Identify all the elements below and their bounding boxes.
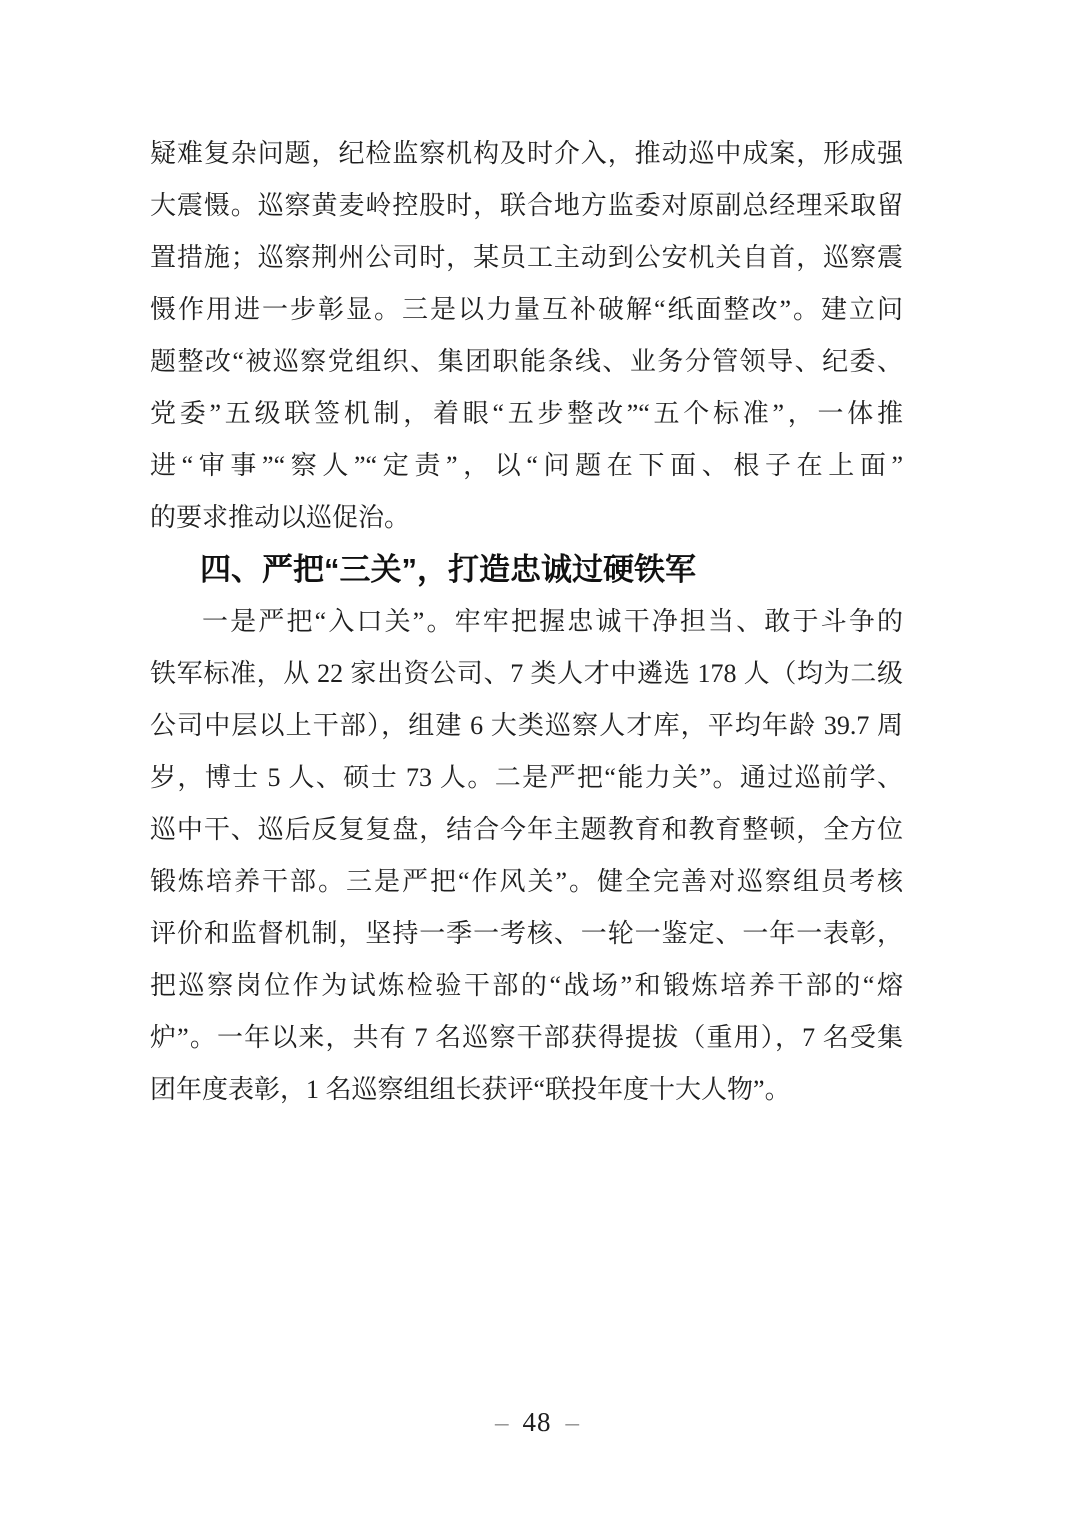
text-line: 大震慑。巡察黄麦岭控股时，联合地方监委对原副总经理采取留 bbox=[150, 191, 903, 220]
page-footer bbox=[0, 1402, 1074, 1442]
text-line: 炉”。一年以来，共有 7 名巡察干部获得提拔（重用），7 名受集 bbox=[150, 1023, 903, 1052]
text-line: 进“审事”“察人”“定责”，以“问题在下面、根子在上面” bbox=[150, 451, 903, 480]
text-line: 锻炼培养干部。三是严把“作风关”。健全完善对巡察组员考核 bbox=[150, 867, 903, 896]
text-line: 党委”五级联签机制，着眼“五步整改”“五个标准”，一体推 bbox=[150, 399, 903, 428]
page-number: 48 bbox=[522, 1407, 552, 1437]
text-line: 题整改“被巡察党组织、集团职能条线、业务分管领导、纪委、 bbox=[150, 347, 903, 376]
text-line: 把巡察岗位作为试炼检验干部的“战场”和锻炼培养干部的“熔 bbox=[150, 971, 903, 1000]
text-line: 置措施；巡察荆州公司时，某员工主动到公安机关自首，巡察震 bbox=[150, 243, 903, 272]
page-body bbox=[150, 128, 903, 1116]
text-line: 的要求推动以巡促治。 bbox=[150, 503, 411, 532]
text-line: 评价和监督机制，坚持一季一考核、一轮一鉴定、一年一表彰， bbox=[150, 919, 903, 948]
text-line: 疑难复杂问题，纪检监察机构及时介入，推动巡中成案，形成强 bbox=[150, 139, 903, 168]
paragraph-continuation bbox=[150, 128, 903, 544]
text-line: 慑作用进一步彰显。三是以力量互补破解“纸面整改”。建立问 bbox=[150, 295, 903, 324]
text-line: 岁，博士 5 人、硕士 73 人。二是严把“能力关”。通过巡前学、 bbox=[150, 763, 903, 792]
page-number-dash-left: – bbox=[495, 1407, 509, 1437]
page-number-dash-right: – bbox=[565, 1407, 579, 1437]
text-line: 公司中层以上干部），组建 6 大类巡察人才库，平均年龄 39.7 周 bbox=[150, 711, 903, 740]
text-line: 铁军标准，从 22 家出资公司、7 类人才中遴选 178 人（均为二级 bbox=[150, 659, 903, 688]
text-line: 巡中干、巡后反复复盘，结合今年主题教育和教育整顿，全方位 bbox=[150, 815, 903, 844]
text-line: 团年度表彰，1 名巡察组组长获评“联投年度十大人物”。 bbox=[150, 1075, 791, 1104]
section-heading: 四、严把“三关”，打造忠诚过硬铁军 bbox=[200, 552, 696, 587]
paragraph-section-four bbox=[150, 596, 903, 1116]
text-line: 一是严把“入口关”。牢牢把握忠诚干净担当、敢于斗争的 bbox=[202, 607, 903, 636]
